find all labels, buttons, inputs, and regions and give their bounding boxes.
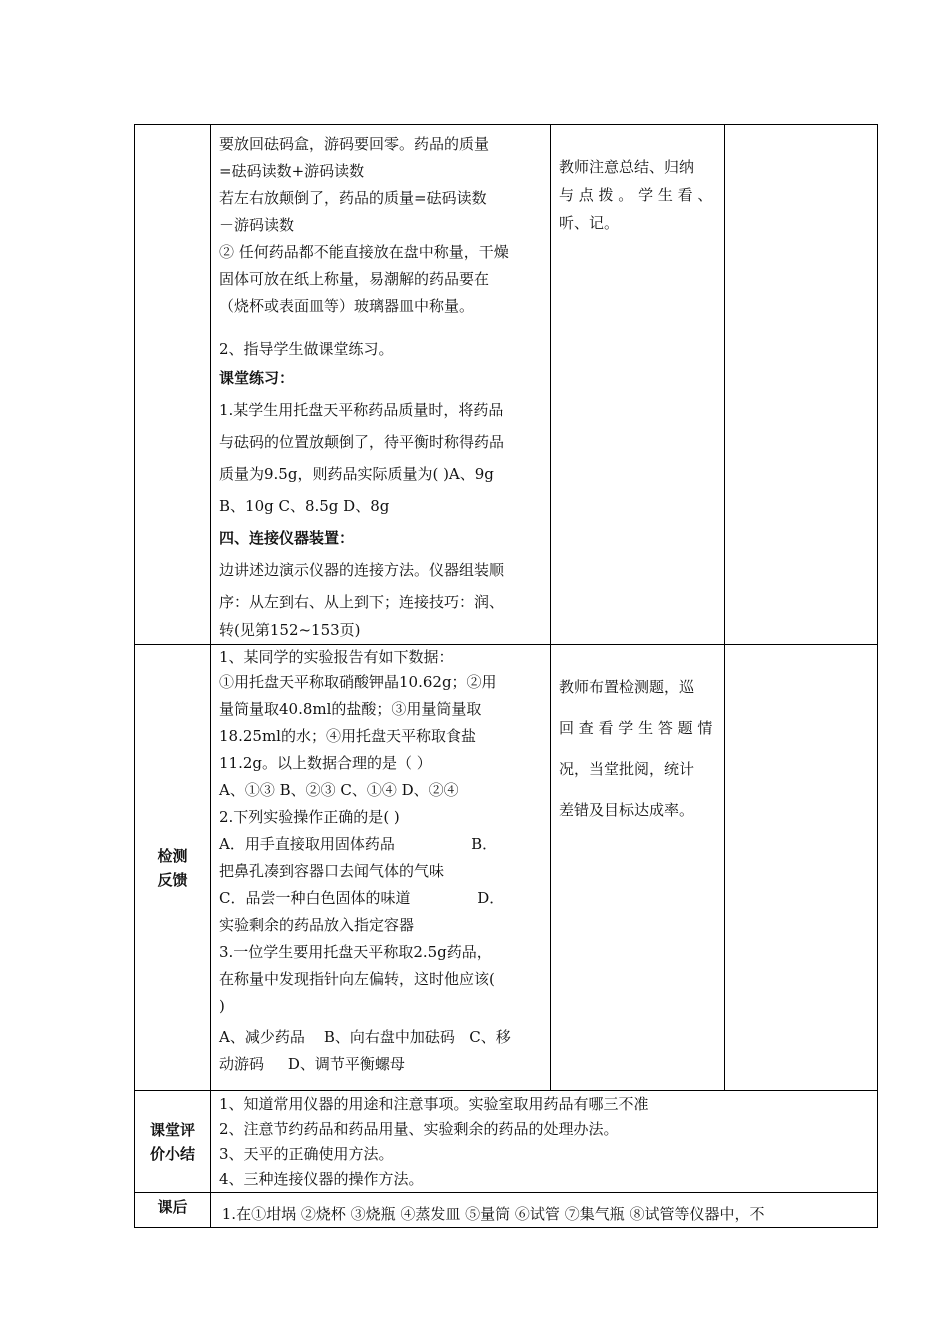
text-line: 差错及目标达成率。 (559, 801, 695, 819)
text-line: 固体可放在纸上称量，易潮解的药品要在 (219, 270, 490, 288)
text-line: 量筒量取40.8ml的盐酸；③用量筒量取 (219, 700, 482, 718)
text-line: 4、三种连接仪器的操作方法。 (219, 1170, 424, 1188)
text-line: －游码读数 (219, 216, 295, 234)
text-line: 1、知道常用仪器的用途和注意事项。实验室取用药品有哪三不准 (219, 1095, 649, 1113)
text-line: 回 查 看 学 生 答 题 情 (559, 719, 713, 737)
text-line: 1.某学生用托盘天平称药品质量时，将药品 (219, 401, 504, 419)
text-line: 1.在①坩埚 ②烧杯 ③烧瓶 ④蒸发皿 ⑤量筒 ⑥试管 ⑦集气瓶 ⑧试管等仪器中，不 (217, 1205, 765, 1223)
label-line: 课后 (157, 1198, 188, 1216)
text-line: 序：从左到右、从上到下；连接技巧：润、 (219, 593, 505, 611)
text-line: 在称量中发现指针向左偏转，这时他应该( (219, 970, 495, 988)
text-line: A、减少药品 B、向右盘中加砝码 C、移 (219, 1028, 511, 1046)
text-line: ) (219, 997, 225, 1015)
text-line: 1、某同学的实验报告有如下数据： (219, 648, 454, 666)
text-line: 2.下列实验操作正确的是( ) (219, 808, 400, 826)
label-line: 反馈 (157, 870, 188, 889)
row-label-cell-empty (135, 125, 211, 645)
text-line: 2、指导学生做课堂练习。 (219, 340, 394, 358)
text-line: 实验剩余的药品放入指定容器 (219, 916, 415, 934)
text-line: ①用托盘天平称取硝酸钾晶10.62g；②用 (219, 673, 497, 691)
row-label-after-class (135, 1193, 211, 1228)
text-line: 质量为9.5g，则药品实际质量为( )A、9g (219, 465, 494, 483)
row-label-detection-feedback (135, 645, 211, 1091)
text-line: 况，当堂批阅，统计 (559, 760, 695, 778)
section-heading: 四、连接仪器装置： (219, 529, 355, 547)
text-line: =砝码读数+游码读数 (219, 162, 365, 180)
empty-cell (725, 125, 878, 645)
empty-cell (725, 645, 878, 1091)
text-line: 动游码 D、调节平衡螺母 (219, 1055, 405, 1073)
table-row (135, 1193, 878, 1228)
text-line: 听、记。 (559, 214, 620, 232)
table-row (135, 125, 878, 645)
text-line: A、①③ B、②③ C、①④ D、②④ (219, 781, 459, 799)
text-line: C．品尝一种白色固体的味道 D． (219, 889, 505, 907)
text-line: 教师注意总结、归纳 (559, 158, 695, 176)
content-cell (211, 125, 551, 645)
label-line: 检测 (157, 846, 188, 865)
text-line: 2、注意节约药品和药品用量、实验剩余的药品的处理办法。 (219, 1120, 619, 1138)
text-line: ② 任何药品都不能直接放在盘中称量，干燥 (219, 243, 509, 261)
text-line: 与砝码的位置放颠倒了，待平衡时称得药品 (219, 433, 505, 451)
table-row (135, 645, 878, 1091)
text-line: 18.25ml的水；④用托盘天平称取食盐 (219, 727, 476, 745)
text-line: 把鼻孔凑到容器口去闻气体的气味 (219, 862, 445, 880)
text-line: 与 点 拨 。 学 生 看 、 (559, 186, 713, 204)
homework-cell (211, 1193, 878, 1228)
text-line: 教师布置检测题，巡 (559, 678, 695, 696)
text-line: 若左右放颠倒了，药品的质量=砝码读数 (219, 189, 487, 207)
text-line: 11.2g。以上数据合理的是（ ） (219, 754, 432, 772)
label-line: 课堂评 (149, 1120, 195, 1139)
table-row (135, 1091, 878, 1193)
text-line: 边讲述边演示仪器的连接方法。仪器组装顺 (219, 561, 505, 579)
section-heading: 课堂练习： (219, 369, 295, 387)
text-line: 3.一位学生要用托盘天平称取2.5g药品， (219, 943, 492, 961)
summary-cell (211, 1091, 878, 1193)
text-line: A．用手直接取用固体药品 B． (219, 835, 498, 853)
teacher-activity-cell (551, 645, 725, 1091)
text-line: B、10g C、8.5g D、8g (219, 497, 390, 515)
label-line: 价小结 (149, 1144, 195, 1163)
text-line: 转(见第152~153页) (219, 621, 361, 639)
teacher-activity-cell (551, 125, 725, 645)
text-line: 要放回砝码盒，游码要回零。药品的质量 (219, 135, 490, 153)
text-line: 3、天平的正确使用方法。 (219, 1145, 394, 1163)
content-cell (211, 645, 551, 1091)
lesson-plan-table (134, 124, 878, 1228)
text-line: （烧杯或表面皿等）玻璃器皿中称量。 (219, 297, 475, 315)
row-label-class-summary (135, 1091, 211, 1193)
